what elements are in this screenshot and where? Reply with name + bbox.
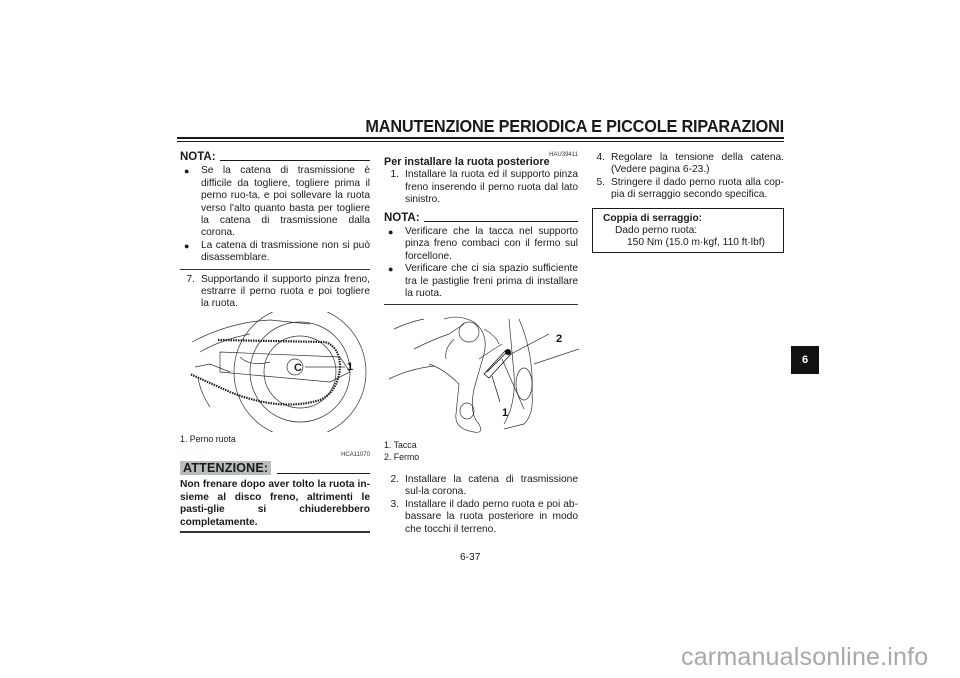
step-text: Stringere il dado perno ruota alla cop-pia di serraggio secondo specifica. (611, 176, 784, 201)
step-text: Supportando il supporto pinza freno, estrarre il perno ruota e poi togliere la ruota. (201, 273, 370, 310)
step-number: 1. (390, 169, 399, 181)
step-number: 4. (596, 152, 605, 163)
callout-2: 2 (556, 333, 563, 345)
nota-bullet-text: La catena di trasmissione non si può disassemblare. (201, 239, 370, 264)
torque-value: 150 Nm (15.0 m·kgf, 110 ft·lbf) (627, 237, 765, 248)
nota-end-rule (384, 304, 578, 305)
step-number: 2. (390, 474, 399, 485)
nota-bullet-text: Verificare che la tacca nel supporto pinza freno combaci con il fermo sul forcellone. (405, 226, 578, 262)
attenzione-heading (180, 461, 370, 475)
page-title: MANUTENZIONE PERIODICA E PICCOLE RIPARAZIONI (365, 116, 784, 136)
step-item (384, 474, 578, 499)
rear-wheel-illustration (190, 312, 370, 432)
attenzione-rule (277, 473, 370, 474)
step-text: Installare la ruota ed il supporto pinza freno inserendo il perno ruota dal lato sinistro. (405, 169, 578, 206)
reference-code: HAU39411 (549, 152, 578, 158)
chapter-number: 6 (801, 354, 809, 366)
caliper-illustration (384, 314, 579, 436)
bullet-icon: ● (184, 240, 190, 251)
nota-heading (180, 151, 370, 163)
left-column (180, 151, 370, 311)
step-item (384, 169, 578, 206)
chapter-tab (791, 346, 819, 374)
page-number: 6-37 (460, 552, 481, 563)
step-item (590, 177, 784, 202)
attenzione-text: Non frenare dopo aver tolto la ruota in-sieme al disco freno, altrimenti le pasti-glie si chiuderebbero completamente. (180, 479, 370, 528)
nota-bullet-text: Verificare che ci sia spazio sufficiente tra le pastiglie freni prima di installare la ruota. (405, 263, 578, 300)
nota-label: NOTA: (180, 151, 216, 163)
middle-steps (384, 474, 578, 536)
step-text: Installare il dado perno ruota e poi ab-bassare la ruota posteriore in modo che tocchi il terreno. (405, 498, 578, 535)
middle-column (384, 156, 578, 305)
step-item (384, 499, 578, 536)
step-text: Regolare la tensione della catena. (Vedere pagina 6-23.) (611, 152, 784, 176)
nota-bullet-text: Se la catena di trasmissione è difficile da togliere, togliere prima il perno ruo-ta, e poi sollevare la ruota verso l'alto quanto basta per togliere la catena di trasmissione dalla corona. (201, 165, 370, 239)
torque-item: Dado perno ruota: (615, 225, 698, 236)
header-rule-thin (177, 141, 784, 142)
step-number: 7. (186, 273, 195, 285)
nota-bullet (384, 226, 578, 263)
nota-rule (220, 160, 370, 161)
bullet-icon: ● (388, 227, 394, 238)
attenzione-label: ATTENZIONE: (180, 461, 271, 475)
figure-caliper-bracket (384, 314, 579, 436)
torque-title: Coppia di serraggio: (603, 213, 703, 224)
nota-rule (424, 221, 578, 222)
bullet-icon: ● (184, 166, 190, 177)
right-column (590, 152, 784, 202)
callout-1: 1 (347, 361, 354, 373)
nota-heading (384, 212, 578, 224)
step-number: 3. (390, 498, 399, 510)
watermark: carmanualsonline.info (681, 643, 929, 671)
nota-end-rule (180, 269, 370, 270)
attenzione-block (180, 461, 370, 533)
bullet-icon: ● (388, 264, 394, 275)
torque-spec-box (592, 208, 784, 253)
nota-label: NOTA: (384, 211, 420, 224)
nota-bullet (180, 240, 370, 265)
step-item (590, 152, 784, 177)
section-heading: Per installare la ruota posteriore (384, 156, 550, 168)
axle-glyph: C (294, 362, 302, 374)
nota-bullet (384, 263, 578, 300)
callout-1: 1 (502, 407, 509, 419)
caption-item: 2. Fermo (384, 451, 420, 462)
header-rule (177, 137, 784, 139)
step-item (180, 274, 370, 311)
attenzione-end-rule (180, 531, 370, 533)
reference-code: HCA11070 (341, 452, 370, 458)
figure-caption (384, 440, 419, 463)
figure-rear-wheel-chain (190, 312, 370, 432)
caption-item: 1. Tacca (384, 440, 417, 450)
step-text: Installare la catena di trasmissione sul-la corona. (405, 474, 578, 498)
nota-bullet (180, 165, 370, 239)
figure-caption: 1. Perno ruota (180, 434, 236, 444)
step-number: 5. (596, 176, 605, 188)
